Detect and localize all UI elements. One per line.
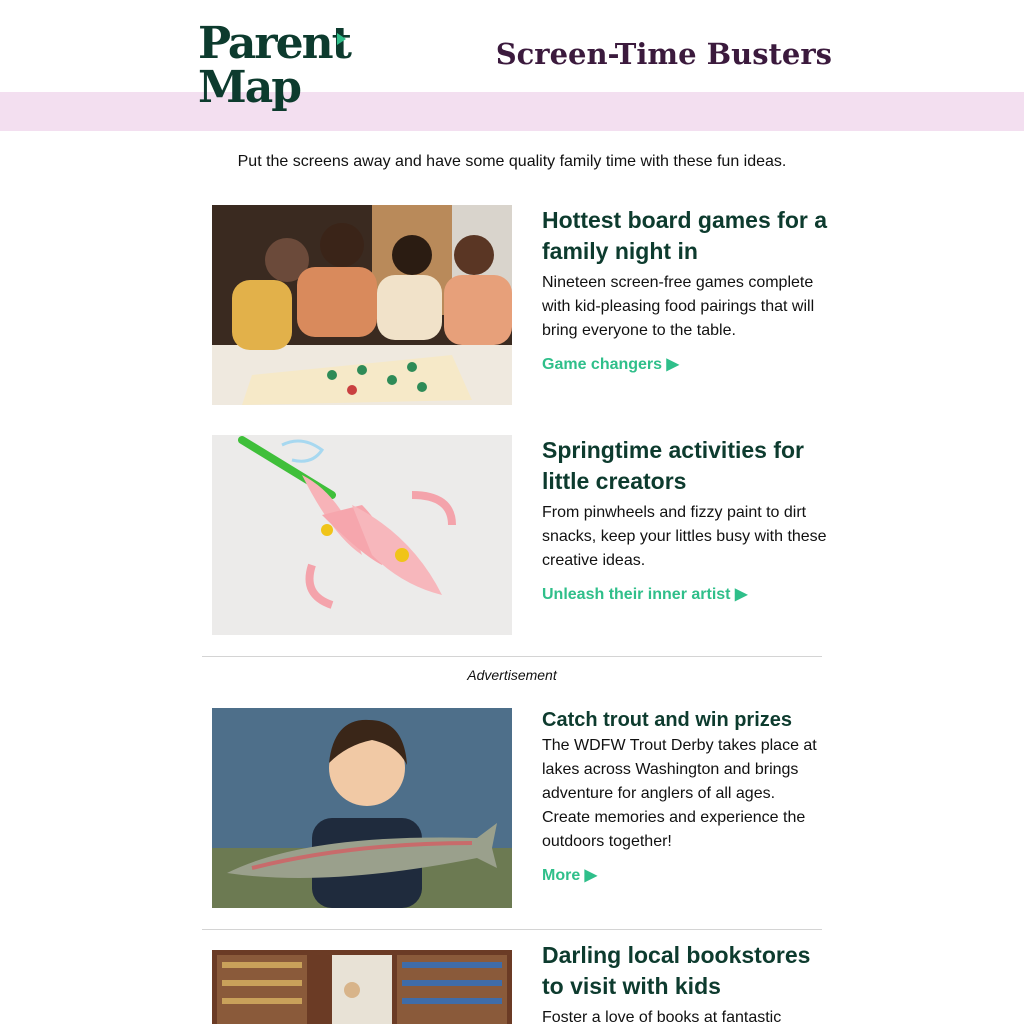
- article-title[interactable]: Darling local bookstores to visit with kids: [542, 942, 811, 999]
- game-changers-link[interactable]: Game changers ▶: [542, 356, 679, 373]
- newsletter-title: Screen-Time Busters: [495, 37, 832, 71]
- ad-body: The WDFW Trout Derby takes place at lakes across Washington and brings adventure for anglers of all ages. Create memories and experience the outdoors together!: [542, 737, 817, 850]
- article-title[interactable]: Springtime activities for little creators: [542, 437, 805, 494]
- ad-title[interactable]: Catch trout and win prizes: [542, 709, 793, 731]
- paper-flower-image[interactable]: [212, 435, 512, 635]
- ad-more-link[interactable]: More ▶: [542, 867, 597, 884]
- board-game-family-image[interactable]: [212, 205, 512, 405]
- article-body: Nineteen screen-free games complete with kid-pleasing food pairings that will bring everyone to the table.: [542, 274, 815, 339]
- article-title[interactable]: Hottest board games for a family night in: [542, 207, 827, 264]
- intro-text: Put the screens away and have some quality family time with these fun ideas.: [237, 153, 787, 170]
- article-body: From pinwheels and fizzy paint to dirt snacks, keep your littles busy with these creative ideas.: [542, 504, 827, 569]
- trout-fishing-image[interactable]: [212, 708, 512, 908]
- bookstore-image[interactable]: [212, 950, 512, 1024]
- advertisement-label: Advertisement: [467, 667, 557, 683]
- logo-line-2: Map: [198, 62, 300, 113]
- parentmap-logo[interactable]: [198, 14, 358, 124]
- inner-artist-link[interactable]: Unleash their inner artist ▶: [542, 586, 748, 603]
- logo-play-icon: [337, 33, 346, 45]
- divider-bottom: [202, 929, 822, 930]
- logo-line-1: Parent: [198, 18, 350, 69]
- header-pink-band: [0, 92, 1024, 131]
- divider-top: [202, 656, 822, 657]
- article-body: Foster a love of books at fantastic: [542, 1009, 782, 1026]
